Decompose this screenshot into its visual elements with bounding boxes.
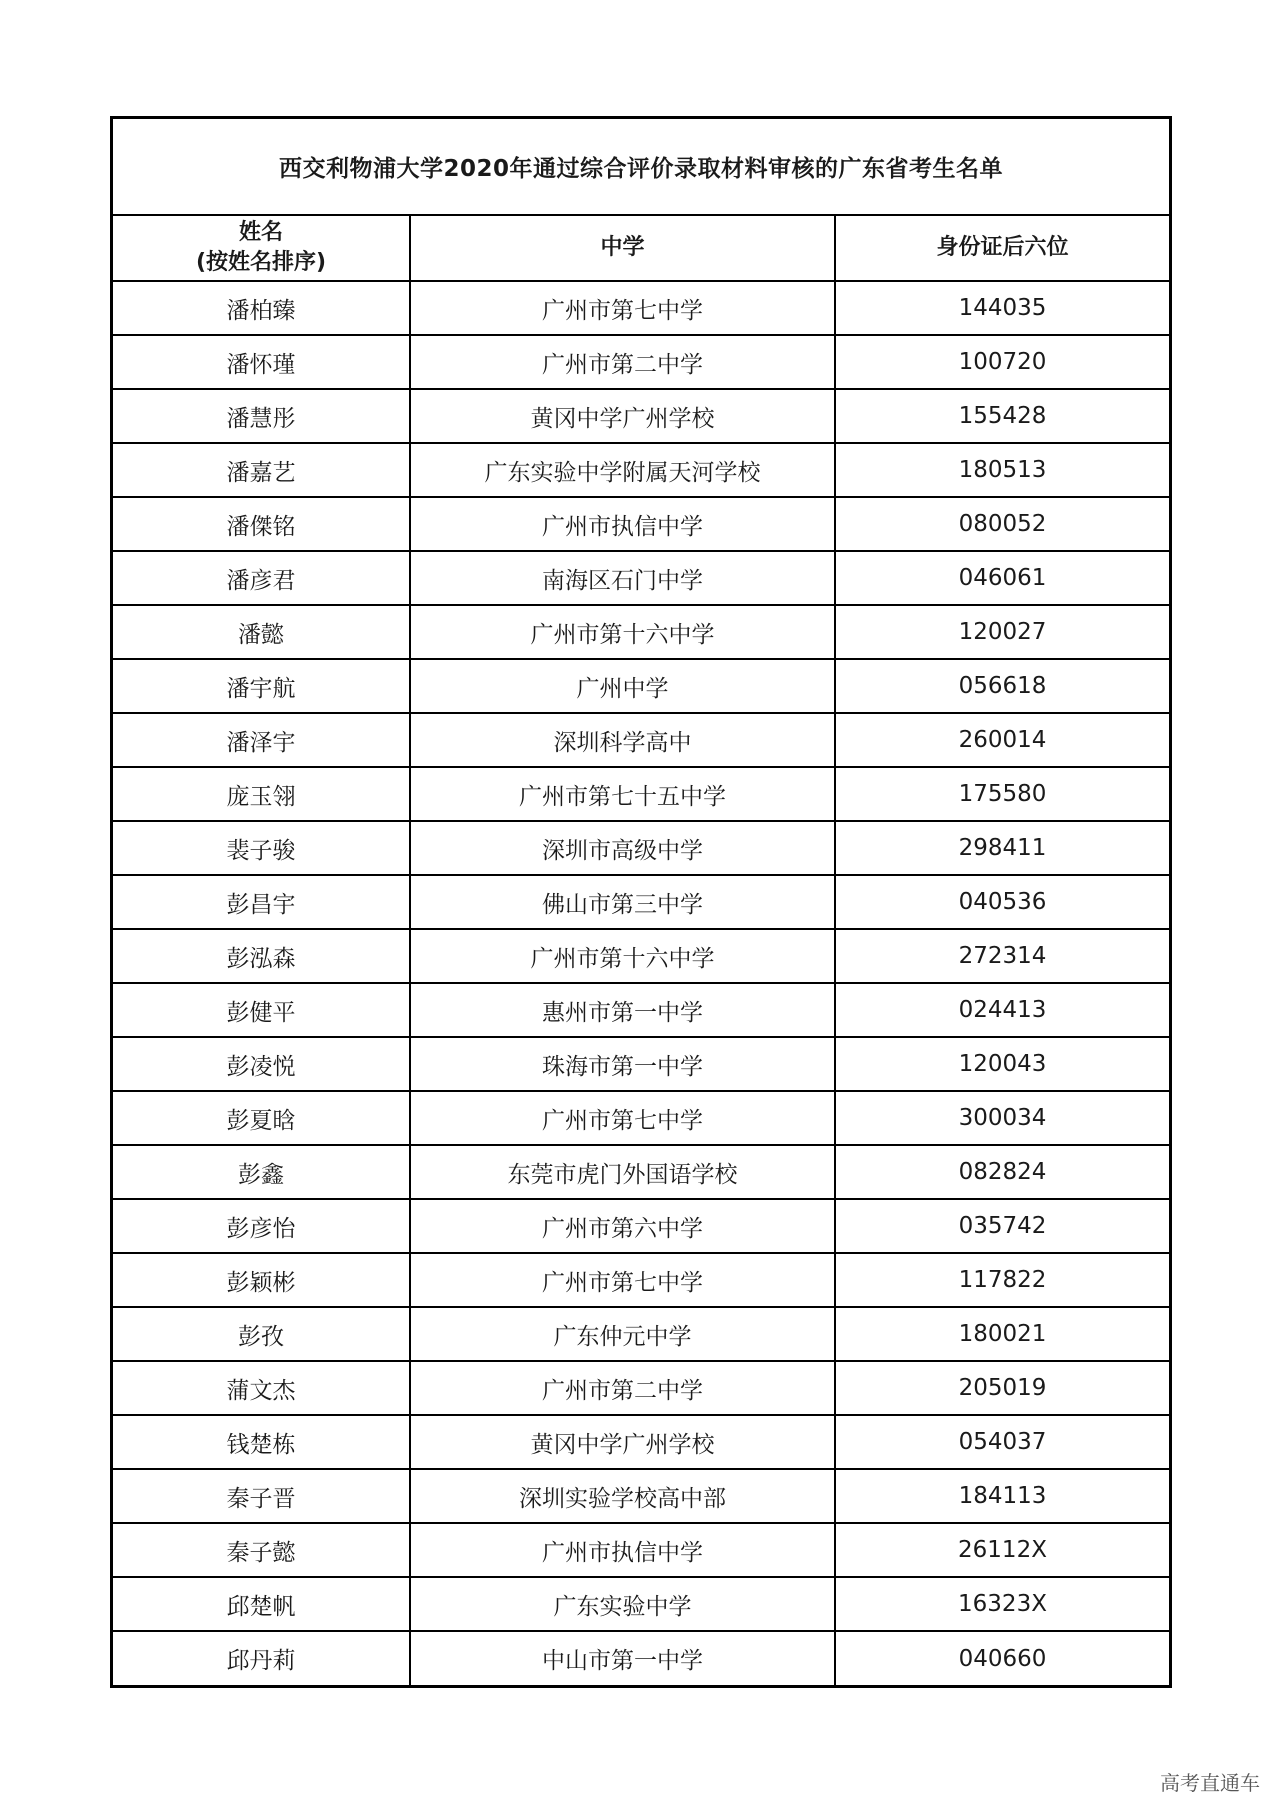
table-body [113,281,1169,1685]
table-row [113,1145,1169,1199]
cell-school: 深圳实验学校高中部 [410,1469,835,1523]
page-title: 西交利物浦大学2020年通过综合评价录取材料审核的广东省考生名单 [278,156,1003,182]
admission-table [113,216,1169,1685]
cell-id: 080052 [835,497,1169,551]
cell-id: 056618 [835,659,1169,713]
table-row [113,1307,1169,1361]
table-row [113,1091,1169,1145]
watermark: 高考直通车 [1160,1771,1260,1795]
table-row [113,1253,1169,1307]
cell-school: 广州市执信中学 [410,497,835,551]
table-row [113,1469,1169,1523]
cell-name: 潘泽宇 [113,713,410,767]
cell-name: 邱丹莉 [113,1631,410,1685]
table-row [113,1199,1169,1253]
table-row [113,1631,1169,1685]
cell-id: 040536 [835,875,1169,929]
cell-id: 046061 [835,551,1169,605]
cell-name: 邱楚帆 [113,1577,410,1631]
cell-school: 黄冈中学广州学校 [410,389,835,443]
cell-school: 广东仲元中学 [410,1307,835,1361]
table-row [113,929,1169,983]
cell-name: 彭鑫 [113,1145,410,1199]
table-row [113,389,1169,443]
cell-id: 024413 [835,983,1169,1037]
cell-school: 东莞市虎门外国语学校 [410,1145,835,1199]
cell-school: 深圳科学高中 [410,713,835,767]
cell-name: 彭昌宇 [113,875,410,929]
cell-id: 180513 [835,443,1169,497]
cell-school: 广东实验中学附属天河学校 [410,443,835,497]
cell-name: 庞玉翎 [113,767,410,821]
cell-name: 潘嘉艺 [113,443,410,497]
cell-school: 广州市第七中学 [410,281,835,335]
cell-school: 广州市第六中学 [410,1199,835,1253]
cell-school: 深圳市高级中学 [410,821,835,875]
cell-name: 潘柏臻 [113,281,410,335]
table-row [113,1361,1169,1415]
cell-name: 秦子懿 [113,1523,410,1577]
table-row [113,335,1169,389]
table-row [113,713,1169,767]
cell-name: 秦子晋 [113,1469,410,1523]
cell-school: 广州市第二中学 [410,1361,835,1415]
cell-id: 272314 [835,929,1169,983]
cell-school: 广东实验中学 [410,1577,835,1631]
cell-name: 潘怀瑾 [113,335,410,389]
cell-school: 佛山市第三中学 [410,875,835,929]
column-header-name-line1: 姓名 [238,220,283,245]
cell-school: 广州市第七中学 [410,1091,835,1145]
cell-school: 广州市第七中学 [410,1253,835,1307]
table-row [113,1037,1169,1091]
cell-name: 彭孜 [113,1307,410,1361]
cell-id: 175580 [835,767,1169,821]
cell-school: 黄冈中学广州学校 [410,1415,835,1469]
cell-name: 钱楚栋 [113,1415,410,1469]
cell-school: 珠海市第一中学 [410,1037,835,1091]
cell-id: 180021 [835,1307,1169,1361]
cell-name: 彭健平 [113,983,410,1037]
table-row [113,605,1169,659]
cell-school: 广州中学 [410,659,835,713]
column-header-name [113,216,410,281]
table-row [113,551,1169,605]
column-header-id-suffix: 身份证后六位 [835,216,1169,281]
table-row [113,1523,1169,1577]
table-row [113,875,1169,929]
cell-id: 082824 [835,1145,1169,1199]
cell-id: 300034 [835,1091,1169,1145]
cell-id: 144035 [835,281,1169,335]
cell-school: 广州市第二中学 [410,335,835,389]
cell-school: 广州市第十六中学 [410,605,835,659]
cell-id: 054037 [835,1415,1169,1469]
cell-id: 260014 [835,713,1169,767]
cell-name: 潘慧彤 [113,389,410,443]
cell-school: 广州市执信中学 [410,1523,835,1577]
table-row [113,983,1169,1037]
table-row [113,1415,1169,1469]
header-row [113,216,1169,281]
cell-id: 298411 [835,821,1169,875]
cell-name: 彭凌悦 [113,1037,410,1091]
column-header-school: 中学 [410,216,835,281]
table-row [113,497,1169,551]
table-row [113,821,1169,875]
table-row [113,659,1169,713]
table-row [113,443,1169,497]
cell-name: 潘傑铭 [113,497,410,551]
cell-name: 彭夏晗 [113,1091,410,1145]
cell-id: 205019 [835,1361,1169,1415]
table-row [113,1577,1169,1631]
cell-name: 蒲文杰 [113,1361,410,1415]
cell-id: 184113 [835,1469,1169,1523]
table-header [113,216,1169,281]
cell-school: 广州市第十六中学 [410,929,835,983]
cell-school: 惠州市第一中学 [410,983,835,1037]
title-row [113,119,1169,216]
cell-id: 155428 [835,389,1169,443]
cell-id: 100720 [835,335,1169,389]
cell-school: 南海区石门中学 [410,551,835,605]
table-row [113,281,1169,335]
cell-name: 彭颖彬 [113,1253,410,1307]
cell-id: 035742 [835,1199,1169,1253]
cell-name: 潘宇航 [113,659,410,713]
cell-name: 裴子骏 [113,821,410,875]
cell-id: 26112X [835,1523,1169,1577]
cell-id: 117822 [835,1253,1169,1307]
cell-id: 120043 [835,1037,1169,1091]
cell-name: 潘彦君 [113,551,410,605]
cell-id: 16323X [835,1577,1169,1631]
cell-school: 广州市第七十五中学 [410,767,835,821]
admission-list-sheet [110,116,1172,1688]
cell-name: 彭泓森 [113,929,410,983]
cell-school: 中山市第一中学 [410,1631,835,1685]
column-header-name-line2: (按姓名排序) [195,250,327,275]
cell-id: 040660 [958,1645,1047,1672]
cell-name: 潘懿 [113,605,410,659]
table-row [113,767,1169,821]
cell-id: 120027 [835,605,1169,659]
cell-name: 彭彦怡 [113,1199,410,1253]
